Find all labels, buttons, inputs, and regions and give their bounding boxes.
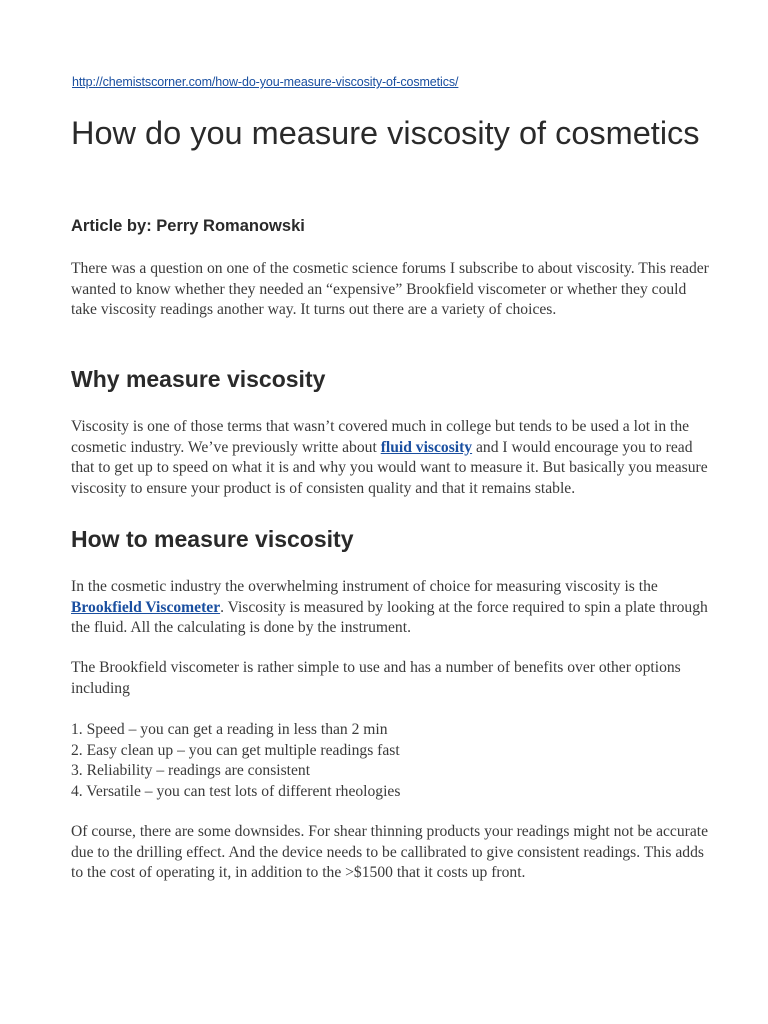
how-paragraph-1 [71,577,711,639]
article-byline: Article by: Perry Romanowski [71,217,305,235]
list-item: 1. Speed – you can get a reading in less than 2 min [71,721,388,738]
brookfield-viscometer-link[interactable]: Brookfield Viscometer [71,598,221,616]
how-text-before: In the cosmetic industry the overwhelming instrument of choice for measuring viscosity is the [71,578,658,595]
source-url-link[interactable]: http://chemistscorner.com/how-do-you-measure-viscosity-of-cosmetics/ [72,75,459,89]
list-item: 2. Easy clean up – you can get multiple readings fast [71,741,400,759]
how-text-after: . Viscosity is measured by looking at the force required to spin a plate through the fluid. All the calculating is done by the instrument. [71,598,708,637]
article-title: How do you measure viscosity of cosmetics [71,115,700,151]
section-heading-why: Why measure viscosity [71,366,326,392]
fluid-viscosity-link[interactable]: fluid viscosity [380,438,473,456]
why-paragraph [71,417,711,499]
intro-paragraph: There was a question on one of the cosmetic science forums I subscribe to about viscosity. This reader wanted to know whether they needed an “expensive” Brookfield viscometer or whether they could take viscosity readings another way. It turns out there are a variety of choices. [71,260,709,319]
list-item: 4. Versatile – you can test lots of different rheologies [71,782,401,800]
why-text-after: and I would encourage you to read that to get up to speed on what it is and why you would want to measure it. But basically you measure viscosity to ensure your product is of consisten quality and that it remains stable. [71,438,708,497]
why-text-before: Viscosity is one of those terms that wasn’t covered much in college but tends to be used a lot in the cosmetic industry. We’ve previously writte about [71,418,690,456]
how-paragraph-2: The Brookfield viscometer is rather simple to use and has a number of benefits over other options including [71,659,681,697]
list-item: 3. Reliability – readings are consistent [71,762,311,780]
downsides-paragraph: Of course, there are some downsides. For shear thinning products your readings might not be accurate due to the drilling effect. And the device needs to be callibrated to give consistent readings. This adds to the cost of operating it, in addition to the >$1500 that it costs up front. [71,823,708,882]
section-heading-how: How to measure viscosity [71,526,354,552]
benefits-list [71,720,400,802]
